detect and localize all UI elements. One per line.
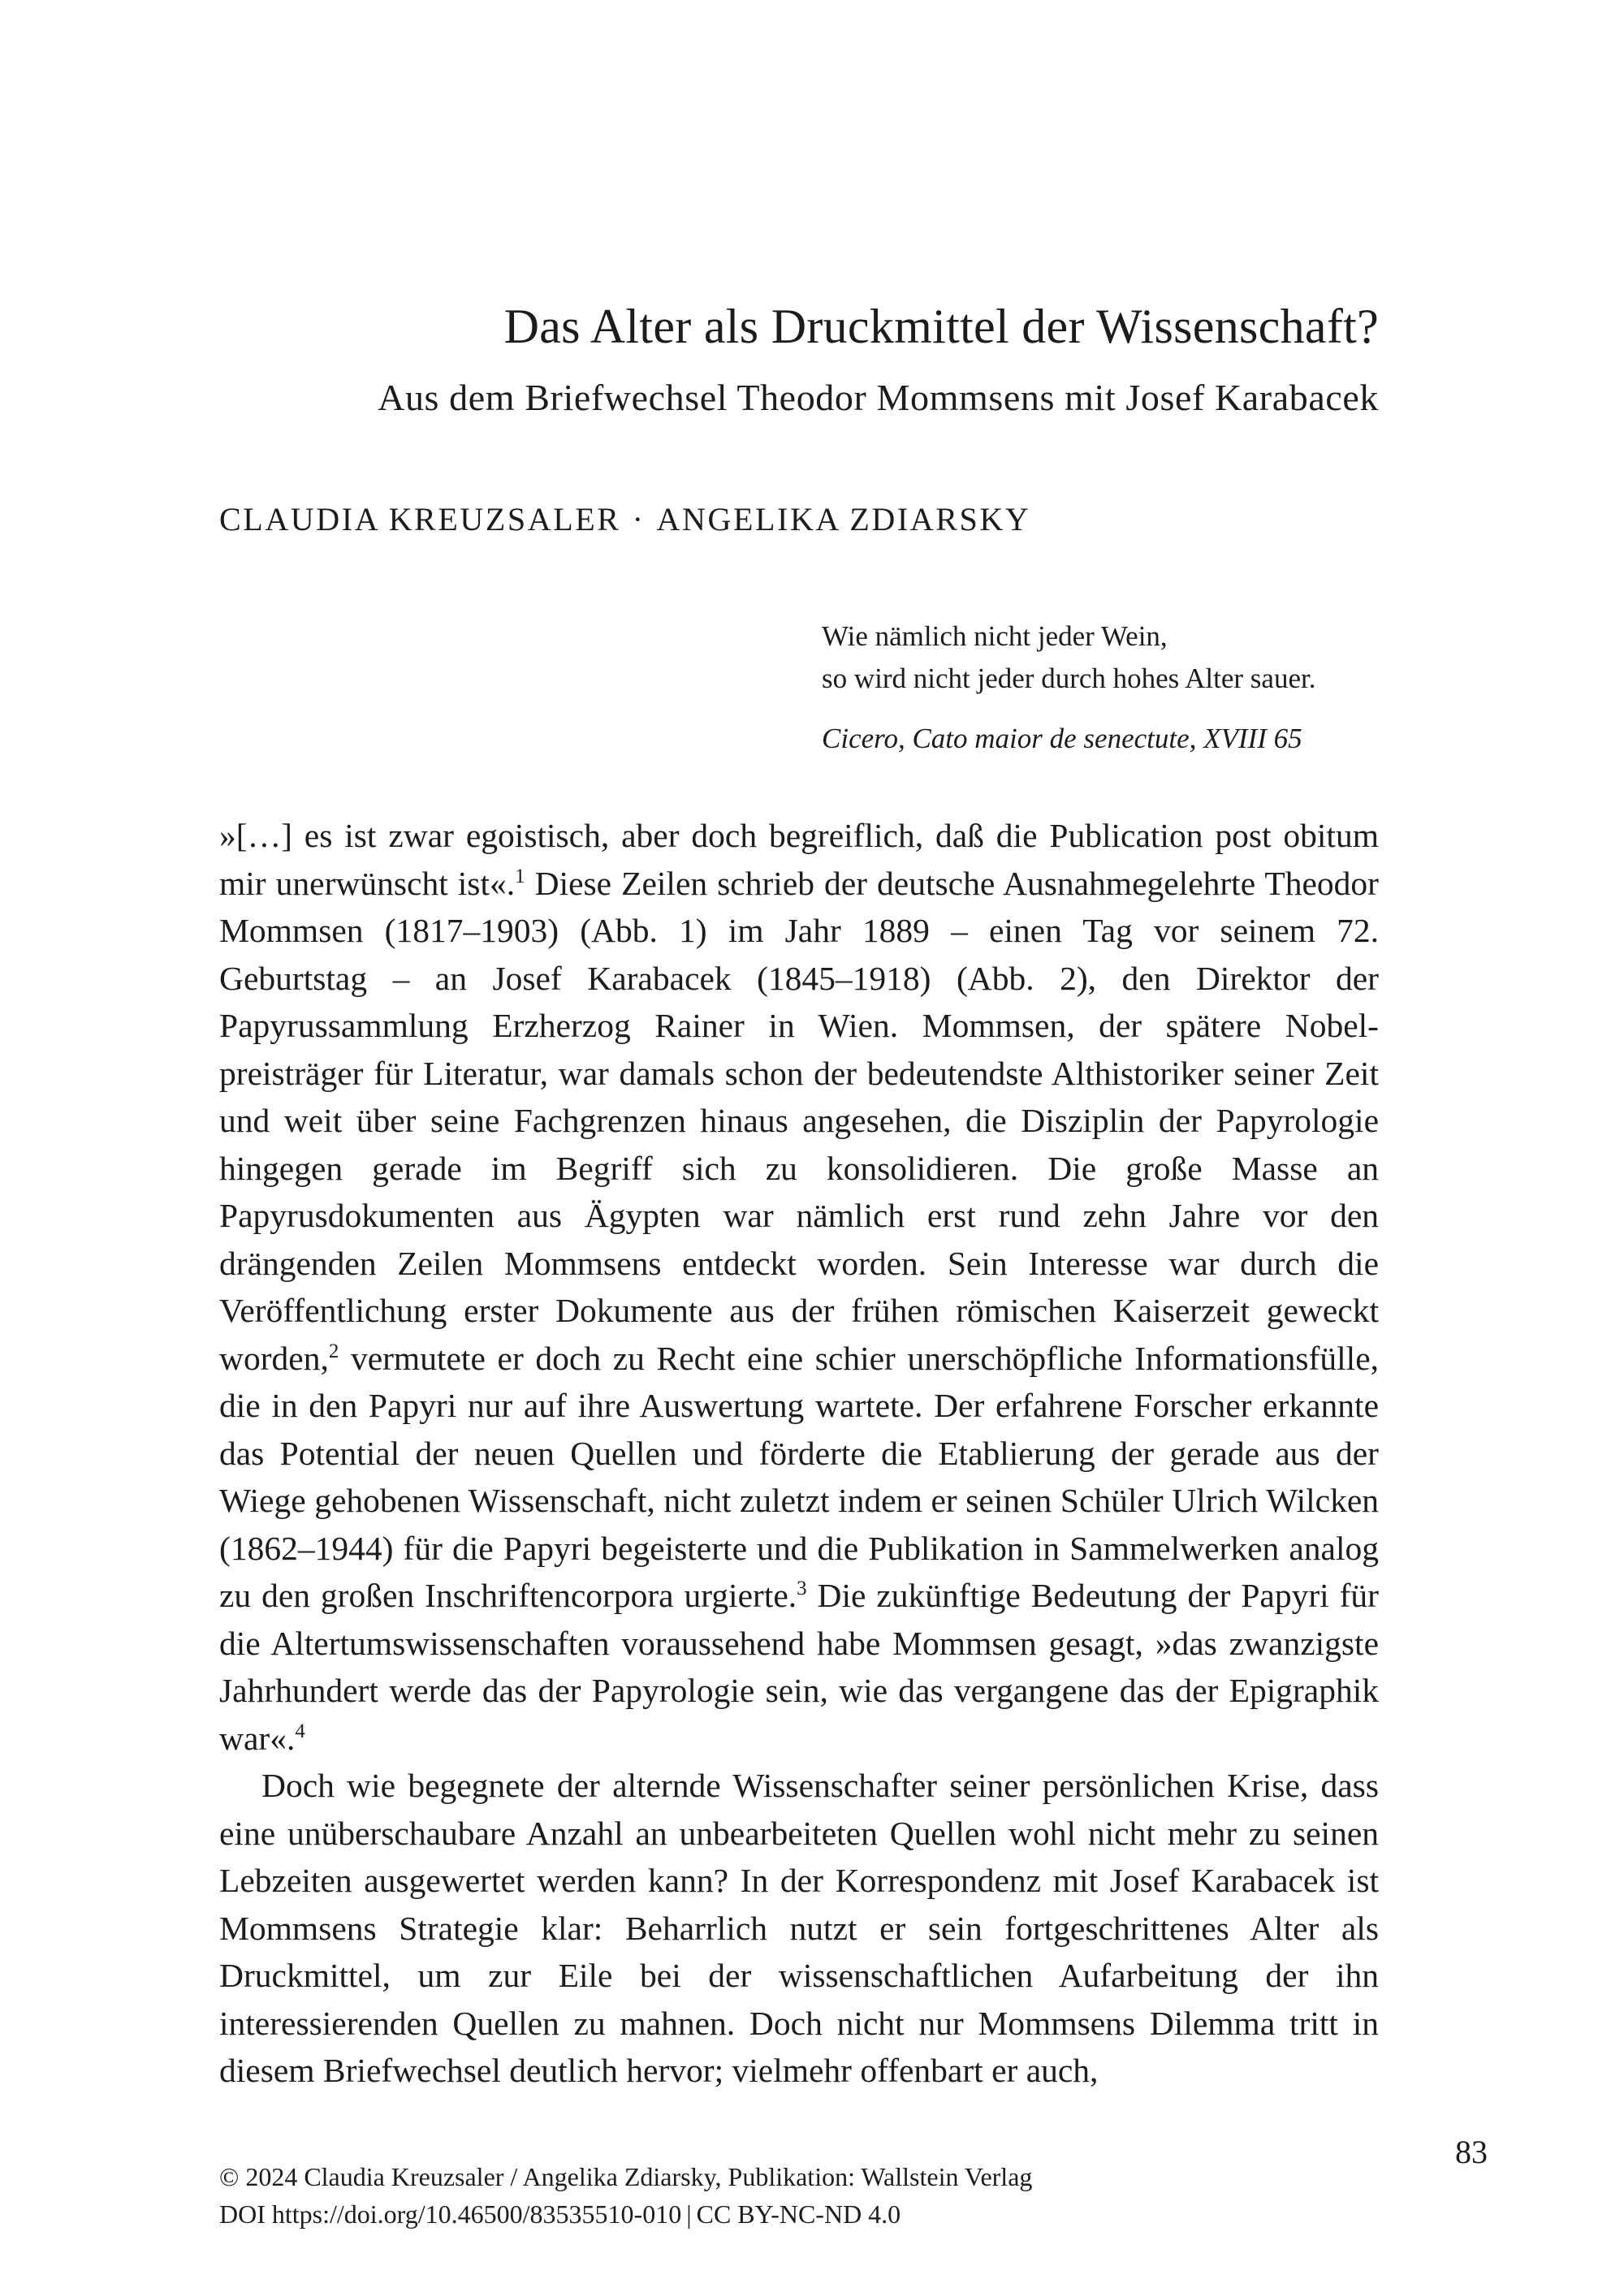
paragraph-text: vermutete er doch zu Recht eine schier unerschöpfliche Informationsfülle, die in den Papyri nur auf ihre Auswertung wartete. Der erfahrene Forscher erkannte das Potential der neuen Quellen und förderte die Etablierung der gerade aus der Wiege gehobenen Wissenschaft, nicht zuletzt indem er seinen Schüler Ulrich Wilcken (1862–1944) für die Papyri begeisterte und die Publikation in Sammelwerken analog zu den großen Inschriftencorpora urgierte. bbox=[219, 1339, 1379, 1614]
author-separator: · bbox=[632, 501, 646, 537]
footnote-marker[interactable]: 3 bbox=[797, 1578, 807, 1600]
article-subtitle: Aus dem Briefwechsel Theodor Mommsens mit Josef Karabacek bbox=[378, 377, 1379, 418]
page-footer bbox=[219, 2158, 1379, 2233]
footnote-marker[interactable]: 2 bbox=[328, 1340, 339, 1362]
footer-separator: | bbox=[686, 2199, 692, 2229]
article-title: Das Alter als Druckmittel der Wissenschaft? bbox=[503, 300, 1379, 353]
paragraph: Doch wie begegnete der alternde Wissenschafter seiner persönlichen Krise, dass eine unüberschaubare Anzahl an unbearbeiteten Quellen wohl nicht mehr zu seinen Lebzeiten ausgewertet werden kann? In der Korrespondenz mit Josef Karabacek ist Mommsens Strategie klar: Beharrlich nutzt er sein fortgeschrittenes Alter als Druckmittel, um zur Eile bei der wissenschaftlichen Aufarbeitung der ihn interessierenden Quellen zu mahnen. Doch nicht nur Mommsens Dilemma tritt in diesem Briefwechsel deutlich hervor; vielmehr offenbart er auch, bbox=[219, 1767, 1379, 2089]
author-name: CLAUDIA KREUZSALER bbox=[219, 501, 621, 537]
epigraph bbox=[822, 615, 1382, 760]
paragraph bbox=[219, 812, 1379, 1762]
doi-line bbox=[219, 2195, 1379, 2233]
epigraph-line: Wie nämlich nicht jeder Wein, bbox=[822, 620, 1168, 652]
page-number: 83 bbox=[1455, 2134, 1488, 2170]
author-name: ANGELIKA ZDIARSKY bbox=[656, 501, 1031, 537]
doi-link[interactable]: DOI https://doi.org/10.46500/83535510-010 bbox=[219, 2199, 682, 2229]
footnote-marker[interactable]: 1 bbox=[515, 865, 525, 887]
epigraph-line: so wird nicht jeder durch hohes Alter sauer. bbox=[822, 663, 1316, 694]
author-line bbox=[219, 497, 1030, 542]
copyright-notice: © 2024 Claudia Kreuzsaler / Angelika Zdiarsky, Publikation: Wallstein Verlag bbox=[219, 2162, 1033, 2191]
paragraph-text: Die zukünftige Bedeutung der Papyri für die Altertumswissenschaften voraussehend habe Mommsen gesagt, »das zwanzigste Jahrhundert werde das der Papyrologie sein, wie das vergangene das der Epigraphik war«. bbox=[219, 1577, 1379, 1757]
body-text bbox=[219, 812, 1379, 2095]
paragraph-text: »[…] es ist zwar egoistisch, aber doch begreiflich, daß die Publication post obitum mir unerwünscht ist«. bbox=[219, 817, 1379, 902]
footnote-marker[interactable]: 4 bbox=[295, 1720, 305, 1742]
license-text: CC BY-NC-ND 4.0 bbox=[696, 2199, 901, 2229]
epigraph-source: Cicero, Cato maior de senectute, XVIII 65 bbox=[822, 723, 1302, 754]
paragraph-text: Diese Zeilen schrieb der deutsche Ausnahmegelehrte Theodor Mommsen (1817–1903) (Abb. 1) im Jahr 1889 – einen Tag vor seinem 72. Geburtstag – an Josef Karabacek (1845–1918) (Abb. 2), den Direktor der Papyrussammlung Erzherzog Rainer in Wien. Mommsen, der spätere Nobelpreisträger für Literatur, war damals schon der bedeutendste Althistoriker seiner Zeit und weit über seine Fachgrenzen hinaus angesehen, die Disziplin der Papyrologie hingegen gerade im Begriff sich zu konsolidieren. Die große Masse an Papyrusdokumenten aus Ägypten war nämlich erst rund zehn Jahre vor den drängenden Zeilen Mommsens entdeckt worden. Sein Interesse war durch die Veröffentlichung erster Dokumente aus der frühen römischen Kaiserzeit geweckt worden, bbox=[219, 864, 1380, 1377]
